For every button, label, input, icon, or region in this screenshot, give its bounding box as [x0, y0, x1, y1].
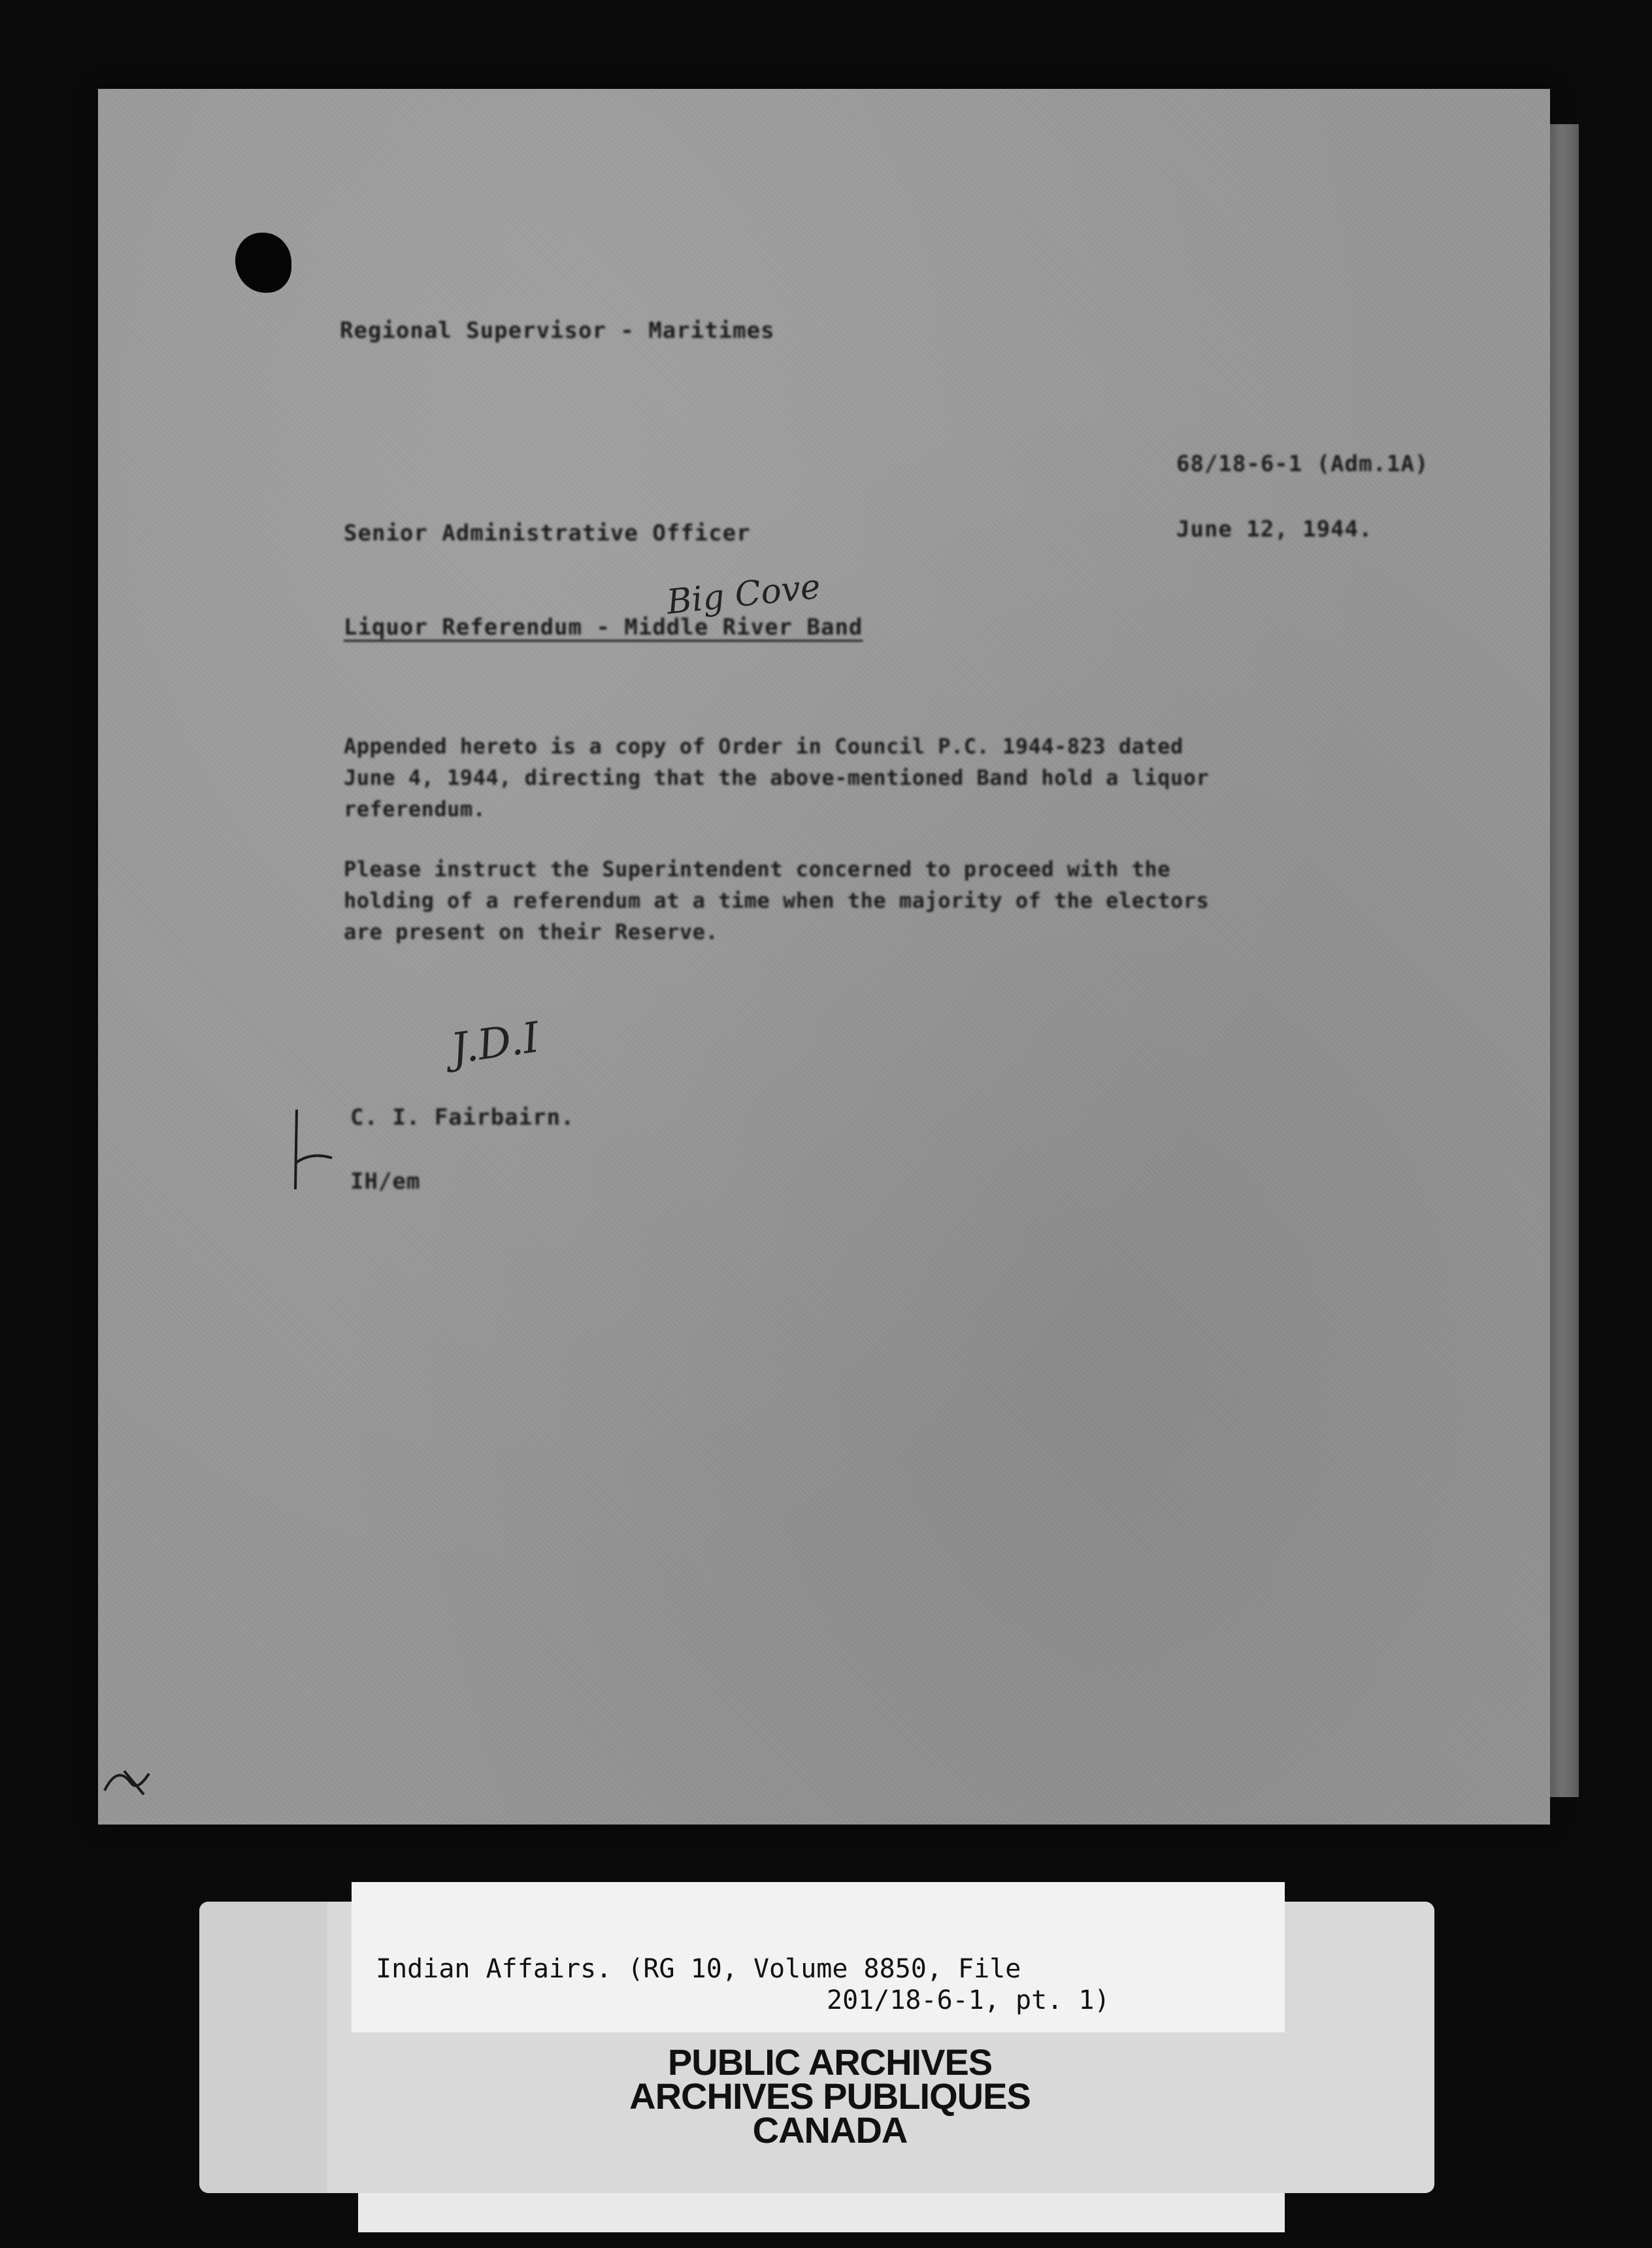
file-reference: 68/18-6-1 (Adm.1A) — [1176, 451, 1429, 477]
archive-stamp-line-1: PUBLIC ARCHIVES — [667, 2041, 993, 2083]
archive-stamp — [497, 2041, 1163, 2151]
handwritten-note: Big Cove — [665, 567, 823, 623]
archive-label-line-2: 201/18-6-1, pt. 1) — [827, 1985, 1110, 2015]
archive-stamp-tab — [199, 1902, 327, 2193]
recipient-line: Regional Supervisor - Maritimes — [340, 318, 775, 344]
archive-stamp-line-2: ARCHIVES PUBLIQUES — [629, 2075, 1031, 2117]
signature-name: C. I. Fairbairn. — [350, 1104, 575, 1131]
archive-stamp-line-3: CANADA — [752, 2109, 908, 2151]
margin-mark-icon — [98, 1758, 157, 1804]
handwritten-initials: J.D.I — [448, 1013, 543, 1074]
archive-label-line-1: Indian Affairs. (RG 10, Volume 8850, File — [376, 1954, 1021, 1984]
subject-line: Liquor Referendum - Middle River Band — [344, 614, 863, 640]
letter-date: June 12, 1944. — [1176, 516, 1373, 542]
body-paragraph-1: Appended hereto is a copy of Order in Council P.C. 1944-823 dated June 4, 1944, directing that the above-mentioned Band hold a liquor referendum. — [344, 734, 1210, 821]
body-paragraph-2: Please instruct the Superintendent concerned to proceed with the holding of a referendum at a time when the majority of the electors are present on their Reserve. — [344, 857, 1210, 944]
bottom-label-strip — [358, 2193, 1285, 2232]
typist-initials: IH/em — [350, 1168, 421, 1195]
sender-line: Senior Administrative Officer — [344, 520, 751, 546]
document-page — [98, 89, 1550, 1825]
check-mark-icon — [285, 1104, 344, 1202]
